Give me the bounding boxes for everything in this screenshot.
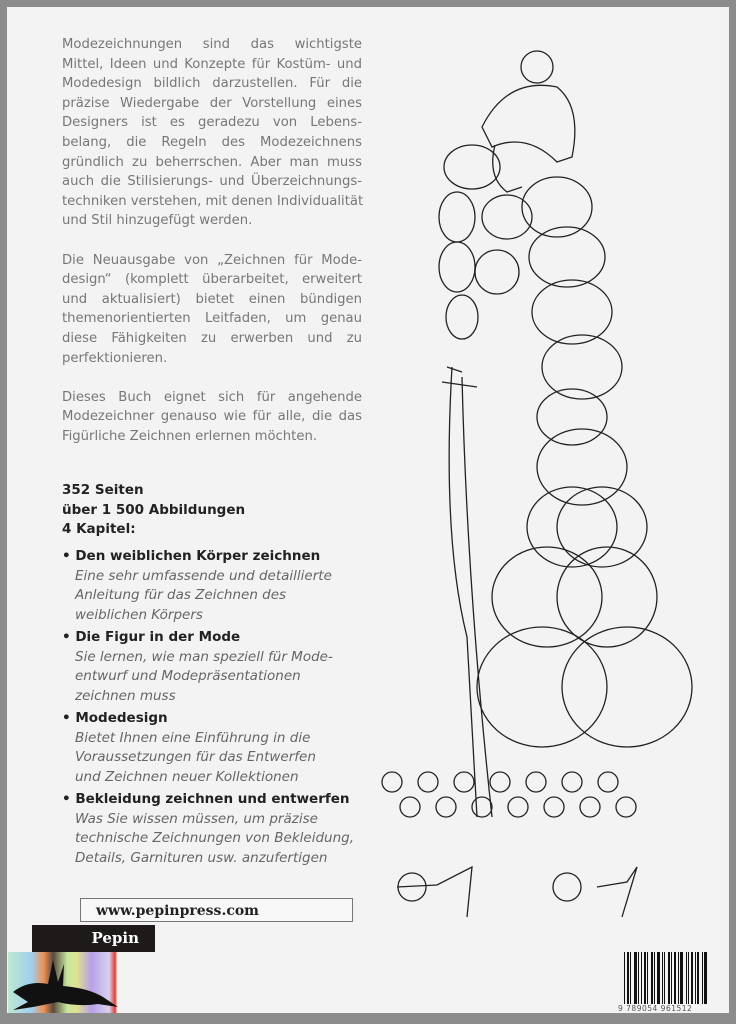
rabbit-logo [8, 952, 127, 1013]
chapter-description: entwurf und Modepräsentationen [75, 668, 301, 685]
text-line: themenorientierten Leitfaden, um genau [62, 311, 362, 327]
text-line: Modedesign bildlich darzustellen. Für die [62, 76, 362, 92]
barcode-bar [680, 952, 683, 1004]
barcode-bar [702, 952, 703, 1004]
barcode-bar [624, 952, 625, 1004]
book-facts [62, 481, 245, 540]
barcode-bar [686, 952, 687, 1004]
chapter-description: zeichnen muss [75, 688, 176, 705]
barcode-bar [630, 952, 631, 1004]
chapter-title: • Den weiblichen Körper zeichnen [62, 547, 362, 567]
coat-puff [446, 295, 478, 339]
pompom [436, 797, 456, 817]
chapter-description: Details, Garnituren usw. anzufertigen [75, 850, 328, 867]
text-line: auch die Stilisierungs- und Überzeichnungs- [62, 174, 362, 190]
text-line: Die Neuausgabe von „Zeichnen für Mode- [62, 252, 362, 268]
pompom [382, 772, 402, 792]
chapter-description: Sie lernen, wie man speziell für Mode- [75, 648, 333, 665]
pompom [580, 797, 600, 817]
coat-puff [537, 429, 627, 505]
chapter-description: Was Sie wissen müssen, um präzise [75, 810, 318, 827]
barcode-bar [641, 952, 642, 1004]
text-line: design“ (komplett überarbeitet, erweitert [62, 272, 362, 288]
coat-puff [439, 192, 475, 242]
text-line: Modezeichner genauso wie für alle, die das [62, 409, 362, 425]
chapter-description: und Zeichnen neuer Kollektionen [75, 769, 299, 786]
paragraph [62, 35, 362, 231]
barcode-bar [668, 952, 670, 1004]
barcode-bar [697, 952, 699, 1004]
chapter-item [62, 790, 362, 869]
text-line: Figürliche Zeichnen erlernen möchten. [62, 428, 318, 444]
chapter-title: • Modedesign [62, 709, 362, 729]
text-line: Mittel, Ideen und Konzepte für Kostüm- und [62, 56, 362, 72]
paragraph [62, 388, 362, 447]
barcode-bar [644, 952, 646, 1004]
coat-puff [527, 487, 617, 567]
chapter-description: weiblichen Körpers [75, 607, 203, 624]
blurb-text [62, 35, 362, 466]
barcode-bar [678, 952, 679, 1004]
chapter-description: Eine sehr umfassende und detaillierte [75, 567, 332, 584]
text-line: perfektionieren. [62, 350, 168, 366]
chapter-description: technische Zeichnungen von Bekleidung, [75, 830, 354, 847]
pompom [490, 772, 510, 792]
publisher-logo: Pepin [32, 925, 155, 952]
barcode-bar [691, 952, 693, 1004]
barcode-bar [657, 952, 660, 1004]
barcode-bar [651, 952, 653, 1004]
pompom [616, 797, 636, 817]
rabbit-icon [8, 952, 127, 1013]
coat-puff [532, 280, 612, 344]
coat-puff [562, 627, 692, 747]
paragraph [62, 251, 362, 369]
fact-line: 352 Seiten [62, 482, 144, 498]
coat-puff [542, 335, 622, 399]
fact-line: über 1 500 Abbildungen [62, 501, 246, 518]
chapter-item [62, 547, 362, 626]
barcode-bar [671, 952, 672, 1004]
coat-puff [475, 250, 519, 294]
chapter-description: Anleitung für das Zeichnen des [75, 587, 287, 604]
pompom [598, 772, 618, 792]
barcode-bar [695, 952, 696, 1004]
pompom [400, 797, 420, 817]
coat-puff [492, 547, 602, 647]
barcode-bar [664, 952, 665, 1004]
barcode-bar [647, 952, 648, 1004]
barcode-bar [674, 952, 676, 1004]
text-line: belang, die Regeln des Modezeichnens [62, 134, 362, 150]
chapter-item [62, 628, 362, 707]
coat-puff [477, 627, 607, 747]
chapter-description: Voraussetzungen für das Entwerfen [75, 749, 316, 766]
barcode-bar [704, 952, 707, 1004]
coat-puff [439, 242, 475, 292]
pompom [526, 772, 546, 792]
pompom [562, 772, 582, 792]
text-line: präzise Wiedergabe der Vorstellung eines [62, 95, 362, 111]
text-line: Designers ist es geradezu von Lebens- [62, 115, 362, 131]
barcode-bar [662, 952, 663, 1004]
barcode-bar [638, 952, 639, 1004]
barcode-bar [688, 952, 689, 1004]
fashion-illustration [367, 37, 707, 937]
text-line: und Stil hinzugefügt werden. [62, 213, 253, 229]
book-back-cover [7, 7, 729, 1013]
pompom [544, 797, 564, 817]
barcode-bar [627, 952, 629, 1004]
pompom [454, 772, 474, 792]
chapter-item [62, 709, 362, 788]
pompom [472, 797, 492, 817]
isbn-barcode [624, 952, 708, 1004]
barcode-bar [634, 952, 637, 1004]
text-line: Modezeichnungen sind das wichtigste [62, 37, 362, 52]
chapter-title: • Die Figur in der Mode [62, 628, 362, 648]
fact-line: 4 Kapitel: [62, 521, 136, 537]
text-line: und aktualisiert) bietet einen bündigen [62, 291, 362, 307]
text-line: gründlich zu beherrschen. Aber man muss [62, 154, 362, 170]
isbn-number: 9 789054 961512 [618, 1004, 693, 1013]
pompom [418, 772, 438, 792]
coat-puff [557, 547, 657, 647]
coat-puff [444, 145, 500, 189]
text-line: diese Fähigkeiten zu erwerben und zu [62, 330, 362, 346]
pompom [508, 797, 528, 817]
text-line: techniken verstehen, mit denen Individualität [62, 193, 364, 209]
barcode-bar [654, 952, 655, 1004]
website-link[interactable]: www.pepinpress.com [80, 898, 353, 922]
chapter-title: • Bekleidung zeichnen und entwerfen [62, 790, 362, 810]
chapter-description: Bietet Ihnen eine Einführung in die [75, 729, 311, 746]
text-line: Dieses Buch eignet sich für angehende [62, 389, 362, 405]
